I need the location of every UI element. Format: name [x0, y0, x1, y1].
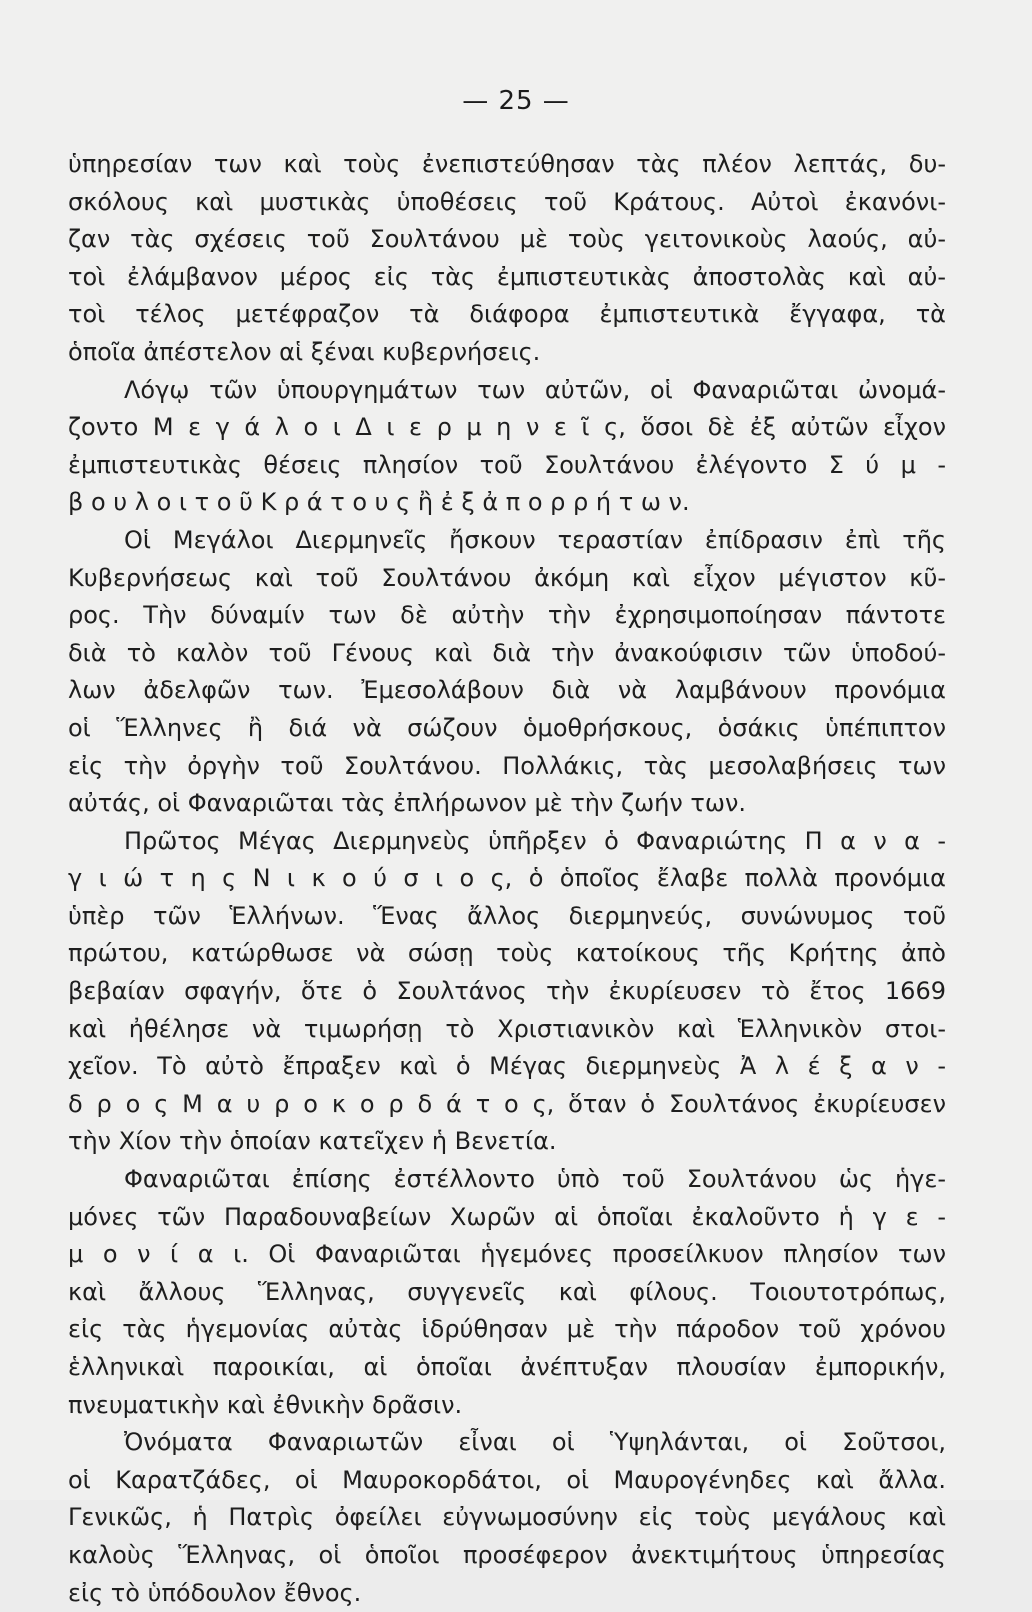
text-line: εἰς τὴν ὀργὴν τοῦ Σουλτάνου. Πολλάκις, τὰς μεσολαβήσεις των	[68, 751, 946, 780]
text-line: ζαν τὰς σχέσεις τοῦ Σουλτάνου μὲ τοὺς γειτονικοὺς λαούς, αὐ-	[68, 225, 946, 254]
text-line: Πρῶτος Μέγας Διερμηνεὺς ὑπῆρξεν ὁ Φαναριώτης Π α ν α -	[124, 826, 946, 855]
text-line: εἰς τὰς ἡγεμονίας αὐτὰς ἱδρύθησαν μὲ τὴν πάροδον τοῦ χρόνου	[68, 1315, 946, 1344]
text-line: τοὶ τέλος μετέφραζον τὰ διάφορα ἐμπιστευτικὰ ἔγγαφα, τὰ	[68, 300, 946, 329]
text-line: ἐμπιστευτικὰς θέσεις πλησίον τοῦ Σουλτάνου ἐλέγοντο Σ ύ μ -	[68, 450, 946, 479]
text-line: ὑπὲρ τῶν Ἑλλήνων. Ἕνας ἄλλος διερμηνεύς, συνώνυμος τοῦ	[68, 901, 946, 930]
text-line: Γενικῶς, ἡ Πατρὶς ὀφείλει εὐγνωμοσύνην εἰς τοὺς μεγάλους καὶ	[68, 1503, 946, 1532]
text-line: σκόλους καὶ μυστικὰς ὑποθέσεις τοῦ Κράτους. Αὐτοὶ ἐκανόνι-	[68, 187, 946, 216]
text-line: πρώτου, κατώρθωσε νὰ σώσῃ τοὺς κατοίκους τῆς Κρήτης ἀπὸ	[68, 939, 946, 968]
paragraph	[68, 372, 946, 522]
text-line: ρος. Τὴν δύναμίν των δὲ αὐτὴν τὴν ἐχρησιμοποίησαν πάντοτε	[68, 601, 946, 630]
text-line: μ ο ν ί α ι. Οἱ Φαναριῶται ἡγεμόνες προσείλκυον πλησίον των	[68, 1240, 946, 1269]
page-number: — 25 —	[462, 86, 570, 116]
text-line: πνευματικὴν καὶ ἐθνικὴν δρᾶσιν.	[68, 1390, 463, 1419]
text-line: καλοὺς Ἕλληνας, οἱ ὁποῖοι προσέφερον ἀνεκτιμήτους ὑπηρεσίας	[68, 1540, 946, 1569]
text-line: Λόγῳ τῶν ὑπουργημάτων των αὐτῶν, οἱ Φαναριῶται ὠνομά-	[124, 375, 946, 404]
text-line: Οἱ Μεγάλοι Διερμηνεῖς ἤσκουν τεραστίαν ἐπίδρασιν ἐπὶ τῆς	[124, 525, 946, 554]
text-line: γ ι ώ τ η ς Ν ι κ ο ύ σ ι ο ς, ὁ ὁποῖος ἔλαβε πολλὰ προνόμια	[68, 864, 946, 893]
text-line: χεῖον. Τὸ αὐτὸ ἔπραξεν καὶ ὁ Μέγας διερμηνεὺς Ἀ λ έ ξ α ν -	[68, 1052, 946, 1081]
text-line: Φαναριῶται ἐπίσης ἐστέλλοντο ὑπὸ τοῦ Σουλτάνου ὡς ἡγε-	[124, 1165, 946, 1194]
text-line: ζοντο Μ ε γ ά λ ο ι Δ ι ε ρ μ η ν ε ῖ ς, ὅσοι δὲ ἐξ αὐτῶν εἶχον	[68, 413, 946, 442]
text-line: ὁποῖα ἀπέστελον αἱ ξέναι κυβερνήσεις.	[68, 337, 541, 366]
text-line: καὶ ἠθέλησε νὰ τιμωρήσῃ τὸ Χριστιανικὸν καὶ Ἑλληνικὸν στοι-	[68, 1014, 946, 1043]
text-line: Κυβερνήσεως καὶ τοῦ Σουλτάνου ἀκόμη καὶ εἶχον μέγιστον κῦ-	[68, 563, 946, 592]
text-line: αὐτάς, οἱ Φαναριῶται τὰς ἐπλήρωνον μὲ τὴν ζωήν των.	[68, 789, 746, 818]
text-line: εἰς τὸ ὑπόδουλον ἔθνος.	[68, 1578, 362, 1607]
text-line: β ο υ λ ο ι τ ο ῦ Κ ρ ά τ ο υ ς ἢ ἐ ξ ἀ π ο ρ ρ ή τ ω ν.	[68, 488, 690, 517]
text-line: ἑλληνικαὶ παροικίαι, αἱ ὁποῖαι ἀνέπτυξαν πλουσίαν ἐμπορικήν,	[68, 1353, 946, 1381]
text-line: δ ρ ο ς Μ α υ ρ ο κ ο ρ δ ά τ ο ς, ὅταν ὁ Σουλτάνος ἐκυρίευσεν	[68, 1089, 946, 1118]
paragraph	[68, 823, 946, 1161]
paragraph	[68, 522, 946, 823]
text-line: ὑπηρεσίαν των καὶ τοὺς ἐνεπιστεύθησαν τὰς πλέον λεπτάς, δυ-	[68, 150, 946, 178]
text-line: οἱ Ἕλληνες ἢ διά νὰ σώζουν ὁμοθρήσκους, ὁσάκις ὑπέπιπτον	[68, 713, 946, 742]
text-line: λων ἀδελφῶν των. Ἐμεσολάβουν διὰ νὰ λαμβάνουν προνόμια	[68, 676, 946, 705]
text-line: διὰ τὸ καλὸν τοῦ Γένους καὶ διὰ τὴν ἀνακούφισιν τῶν ὑποδού-	[68, 638, 946, 667]
text-line: τὴν Χίον τὴν ὁποίαν κατεῖχεν ἡ Βενετία.	[68, 1127, 557, 1156]
text-line: μόνες τῶν Παραδουναβείων Χωρῶν αἱ ὁποῖαι ἐκαλοῦντο ἡ γ ε -	[68, 1202, 946, 1231]
text-line: καὶ ἄλλους Ἕλληνας, συγγενεῖς καὶ φίλους. Τοιουτοτρόπως,	[68, 1277, 946, 1306]
text-line: Ὀνόματα Φαναριωτῶν εἶναι οἱ Ὑψηλάνται, οἱ Σοῦτσοι,	[124, 1428, 946, 1457]
paragraph	[68, 1161, 946, 1424]
text-line: τοὶ ἐλάμβανον μέρος εἰς τὰς ἐμπιστευτικὰς ἀποστολὰς καὶ αὐ-	[68, 262, 946, 291]
text-line: οἱ Καρατζάδες, οἱ Μαυροκορδάτοι, οἱ Μαυρογένηδες καὶ ἄλλα.	[68, 1465, 946, 1494]
paragraph	[68, 146, 946, 372]
paragraph	[68, 1424, 946, 1612]
body-text	[68, 146, 946, 1612]
text-line: βεβαίαν σφαγήν, ὅτε ὁ Σουλτάνος τὴν ἐκυρίευσεν τὸ ἔτος 1669	[68, 977, 946, 1006]
